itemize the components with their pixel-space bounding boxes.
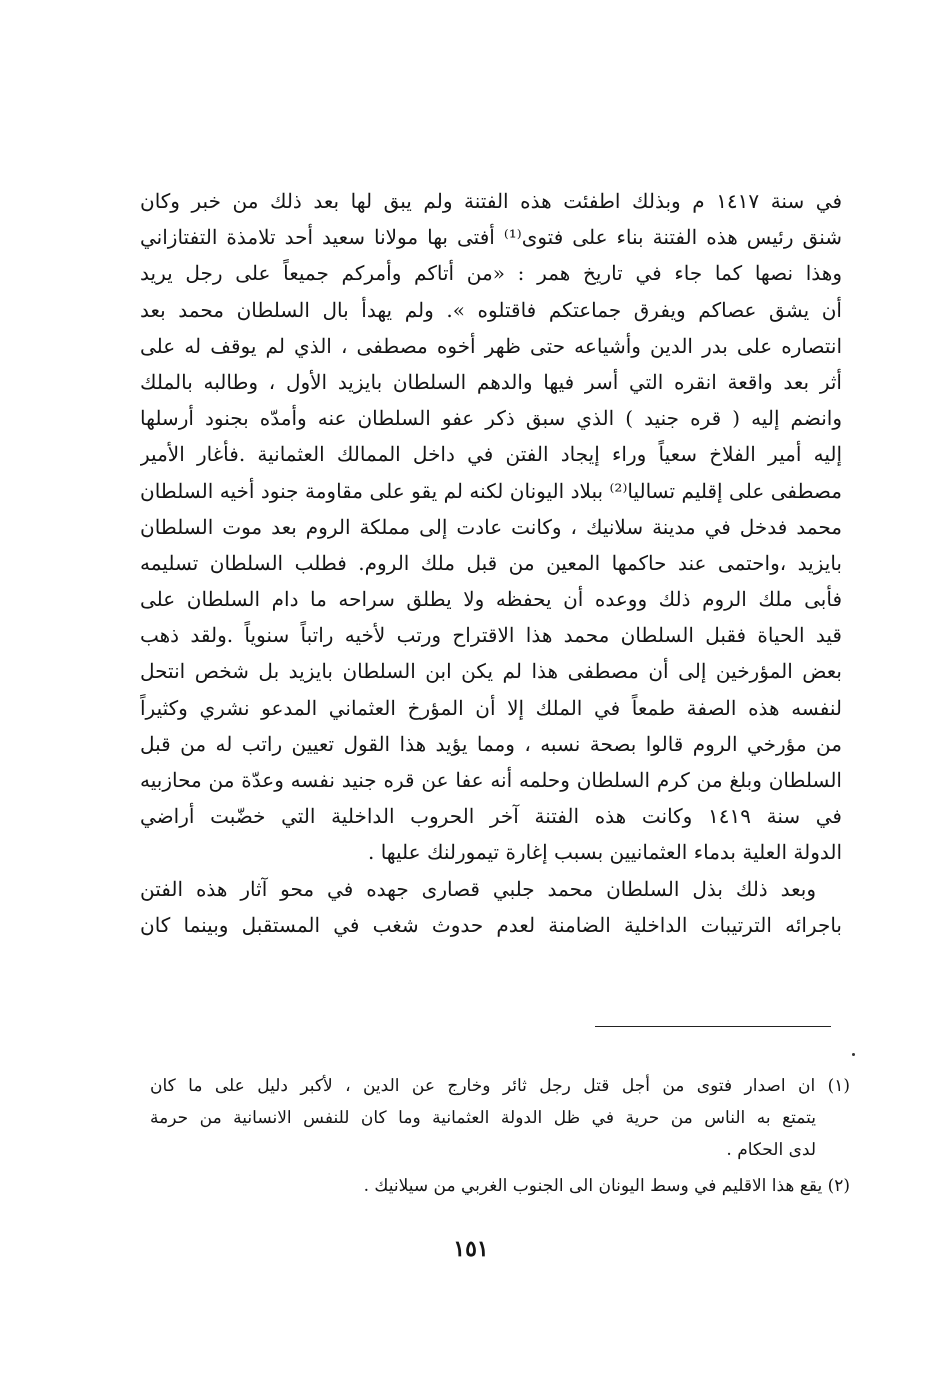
footnotes-block: [150, 1070, 850, 1202]
page-number: ١٥١: [453, 1236, 489, 1262]
text-line: من مؤرخي الروم قالوا بصحة نسبه ، ومما يؤيد هذا القول تعيين راتب له من قبل: [140, 731, 842, 756]
text-line: لنفسه هذه الصفة طمعاً في الملك إلا أن المؤرخ العثماني المدعو نشري وكثيراً: [140, 695, 842, 720]
text-line: السلطان وبلغ من كرم السلطان وحلمه أنه عفا عن قره جنيد نفسه وعدّة من محازبيه: [140, 768, 842, 792]
text-line: وهذا نصها كما جاء في تاريخ همر : «من أتاكم وأمركم جميعاً على رجل يريد: [140, 261, 842, 286]
text-line: باجرائه الترتيبات الداخلية الضامنة لعدم حدوث شغب في المستقبل وبينما كان: [140, 912, 842, 937]
footnote-separator: [595, 1026, 831, 1027]
text-line: قيد الحياة فقبل السلطان محمد هذا الاقتراح ورتب لأخيه راتباً سنوياً .ولقد ذهب: [140, 623, 842, 648]
text-line: بعض المؤرخين إلى أن مصطفى هذا لم يكن ابن السلطان بايزيد بل شخص انتحل: [140, 659, 842, 684]
text-line: إليه أمير الفلاخ سعياً وراء إيجاد الفتن في داخل الممالك العثمانية .فأغار الأمير: [140, 442, 842, 467]
text-line: بايزيد ،واحتمى عند حاكمها المعين من قبل ملك الروم. فطلب السلطان تسليمه: [140, 550, 842, 575]
text-line: شنق رئيس هذه الفتنة بناء على فتوى⁽¹⁾ أفتى بها مولانا سعيد أحد تلامذة التفتازاني: [140, 225, 842, 250]
text-line: محمد فدخل في مدينة سلانيك ، وكانت عادت إلى مملكة الروم بعد موت السلطان: [140, 514, 842, 539]
text-line: انتصاره على بدر الدين وأشياعه حتى ظهر أخوه مصطفى ، الذي لم يوقف له على: [140, 333, 842, 358]
paragraph-end-line: الدولة العلية بدماء العثمانيين بسبب إغارة تيمورلنك عليها .: [367, 840, 842, 865]
main-text-block: [140, 183, 842, 943]
footnote-1-line: لدى الحكام .: [726, 1140, 816, 1160]
text-line: وانضم إليه ( قره جنيد ) الذي سبق ذكر عفو السلطان عنه وأمدّه بجنود أرسلها: [140, 406, 842, 431]
footnote-1-line: (١) ان اصدار فتوى من أجل قتل رجل ثائر وخارج عن الدين ، لأكبر دليل على ما كان: [150, 1076, 850, 1096]
text-line: في سنة ١٤١٩ وكانت هذه الفتنة آخر الحروب الداخلية التي خضّبت أراضي: [140, 804, 842, 829]
paragraph-start-line: وبعد ذلك بذل السلطان محمد جلبي قصارى جهده في محو آثار هذه الفتن: [140, 876, 816, 901]
text-line: أثر بعد واقعة انقره التي أسر فيها والدهم السلطان بايزيد الأول ، وطالبه بالملك: [140, 369, 842, 394]
footnote-1-line: يتمتع به الناس من حرية في ظل الدولة العثمانية وما كان للنفس الانسانية من حرمة: [150, 1108, 816, 1128]
footnote-2-line: (٢) يقع هذا الاقليم في وسط اليونان الى الجنوب الغربي من سيلانيك .: [363, 1176, 850, 1196]
text-line: أن يشق عصاكم ويفرق جماعتكم فاقتلوه ». ولم يهدأ بال السلطان محمد بعد: [140, 297, 842, 322]
text-line: في سنة ١٤١٧ م وبذلك اطفئت هذه الفتنة ولم يبق لها بعد ذلك من خبر وكان: [140, 189, 842, 213]
text-line: مصطفى على إقليم تساليا⁽²⁾ ببلاد اليونان لكنه لم يقو على مقاومة جنود أخيه السلطان: [140, 478, 842, 503]
text-line: فأبى ملك الروم ذلك ووعده أن يحفظه ولا يطلق سراحه ما دام السلطان على: [140, 587, 842, 612]
ink-speck: [852, 1053, 855, 1056]
